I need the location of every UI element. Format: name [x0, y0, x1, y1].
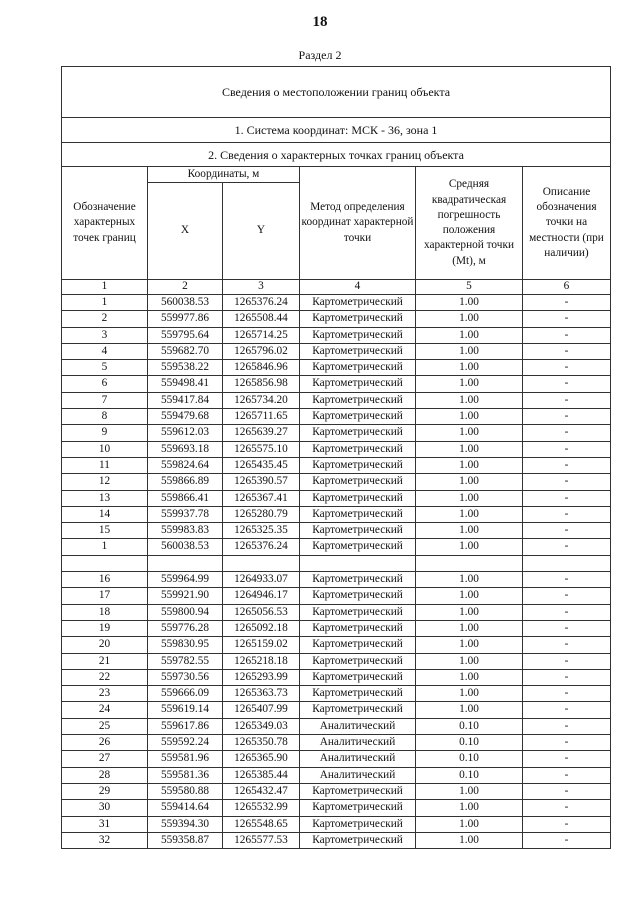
cell-x: 559498.41	[148, 376, 223, 392]
cell-x: 559983.83	[148, 523, 223, 539]
cell-y: 1265367.41	[223, 490, 300, 506]
cell-error: 1.00	[416, 295, 523, 311]
cell-description: -	[523, 588, 611, 604]
cell-error: 1.00	[416, 800, 523, 816]
cell-error: 1.00	[416, 523, 523, 539]
cell-description: -	[523, 637, 611, 653]
table-row	[62, 392, 611, 408]
cell-error: 1.00	[416, 311, 523, 327]
cell-method: Картометрический	[300, 572, 416, 588]
cell-method: Картометрический	[300, 816, 416, 832]
cell-method: Картометрический	[300, 523, 416, 539]
cell-method: Картометрический	[300, 360, 416, 376]
cell-description: -	[523, 409, 611, 425]
cell-description: -	[523, 523, 611, 539]
points-heading-row: 2. Сведения о характерных точках границ объекта	[62, 143, 611, 167]
column-number: 1	[62, 280, 148, 295]
cell-point-id: 25	[62, 718, 148, 734]
cell-x: 559666.09	[148, 686, 223, 702]
table-row	[62, 702, 611, 718]
cell-method: Картометрический	[300, 588, 416, 604]
cell-y: 1265435.45	[223, 457, 300, 473]
cell-x: 559830.95	[148, 637, 223, 653]
cell-y: 1264946.17	[223, 588, 300, 604]
cell-error: 1.00	[416, 474, 523, 490]
cell-error: 1.00	[416, 783, 523, 799]
cell-description: -	[523, 669, 611, 685]
cell-description: -	[523, 441, 611, 457]
cell-method: Картометрический	[300, 295, 416, 311]
table-row	[62, 653, 611, 669]
cell-description: -	[523, 686, 611, 702]
table-title: Сведения о местоположении границ объекта	[62, 67, 611, 118]
table-row	[62, 295, 611, 311]
table-row	[62, 767, 611, 783]
cell-error: 1.00	[416, 539, 523, 555]
cell-error: 1.00	[416, 588, 523, 604]
cell-x: 559824.64	[148, 457, 223, 473]
cell-error: 1.00	[416, 327, 523, 343]
table-row	[62, 686, 611, 702]
cell-y: 1265532.99	[223, 800, 300, 816]
cell-error: 1.00	[416, 653, 523, 669]
cell-x: 560038.53	[148, 295, 223, 311]
table-row	[62, 832, 611, 848]
cell-description: -	[523, 783, 611, 799]
cell-error: 1.00	[416, 832, 523, 848]
cell-method: Картометрический	[300, 539, 416, 555]
cell-description: -	[523, 702, 611, 718]
cell-y: 1265159.02	[223, 637, 300, 653]
cell-description: -	[523, 311, 611, 327]
cell-point-id: 29	[62, 783, 148, 799]
cell-y: 1265056.53	[223, 604, 300, 620]
table-row	[62, 637, 611, 653]
cell-point-id: 27	[62, 751, 148, 767]
cell-method: Картометрический	[300, 490, 416, 506]
cell-point-id: 23	[62, 686, 148, 702]
cell-method: Картометрический	[300, 669, 416, 685]
cell-error: 1.00	[416, 604, 523, 620]
header-coordinates: Координаты, м	[148, 167, 300, 183]
cell-x: 559977.86	[148, 311, 223, 327]
cell-y: 1265325.35	[223, 523, 300, 539]
cell-description: -	[523, 767, 611, 783]
cell-x: 559682.70	[148, 343, 223, 359]
table-row	[62, 523, 611, 539]
table-row	[62, 457, 611, 473]
table-row	[62, 490, 611, 506]
table-row	[62, 816, 611, 832]
cell-x: 559937.78	[148, 506, 223, 522]
cell-y: 1265390.57	[223, 474, 300, 490]
cell-method: Картометрический	[300, 800, 416, 816]
cell-x: 560038.53	[148, 539, 223, 555]
column-numbers-row	[62, 280, 611, 295]
cell-x: 559581.96	[148, 751, 223, 767]
cell-point-id: 30	[62, 800, 148, 816]
cell-point-id: 16	[62, 572, 148, 588]
blank-cell	[223, 555, 300, 571]
cell-description: -	[523, 392, 611, 408]
cell-method: Аналитический	[300, 751, 416, 767]
cell-description: -	[523, 506, 611, 522]
cell-error: 1.00	[416, 669, 523, 685]
cell-point-id: 31	[62, 816, 148, 832]
header-y: Y	[223, 183, 300, 280]
cell-method: Аналитический	[300, 718, 416, 734]
table-row	[62, 506, 611, 522]
blank-cell	[416, 555, 523, 571]
cell-method: Картометрический	[300, 327, 416, 343]
cell-error: 1.00	[416, 572, 523, 588]
cell-method: Картометрический	[300, 311, 416, 327]
cell-y: 1265639.27	[223, 425, 300, 441]
cell-point-id: 2	[62, 311, 148, 327]
cell-description: -	[523, 653, 611, 669]
column-number: 2	[148, 280, 223, 295]
blank-cell	[523, 555, 611, 571]
cell-point-id: 1	[62, 539, 148, 555]
cell-point-id: 28	[62, 767, 148, 783]
cell-x: 559580.88	[148, 783, 223, 799]
cell-point-id: 18	[62, 604, 148, 620]
cell-method: Картометрический	[300, 653, 416, 669]
cell-method: Картометрический	[300, 783, 416, 799]
header-error: Средняя квадратическая погрешность положения характерной точки (Mt), м	[416, 167, 523, 280]
column-number: 5	[416, 280, 523, 295]
cell-x: 559417.84	[148, 392, 223, 408]
cell-x: 559592.24	[148, 735, 223, 751]
cell-method: Картометрический	[300, 441, 416, 457]
cell-description: -	[523, 751, 611, 767]
cell-method: Картометрический	[300, 425, 416, 441]
cell-method: Картометрический	[300, 457, 416, 473]
cell-y: 1265577.53	[223, 832, 300, 848]
cell-y: 1265293.99	[223, 669, 300, 685]
cell-point-id: 7	[62, 392, 148, 408]
blank-cell	[62, 555, 148, 571]
table-row	[62, 669, 611, 685]
table-row	[62, 800, 611, 816]
cell-point-id: 32	[62, 832, 148, 848]
cell-x: 559538.22	[148, 360, 223, 376]
cell-y: 1265548.65	[223, 816, 300, 832]
table-row	[62, 376, 611, 392]
cell-point-id: 9	[62, 425, 148, 441]
cell-x: 559394.30	[148, 816, 223, 832]
cell-x: 559866.41	[148, 490, 223, 506]
cell-method: Аналитический	[300, 735, 416, 751]
cell-method: Картометрический	[300, 637, 416, 653]
cell-error: 1.00	[416, 702, 523, 718]
cell-error: 0.10	[416, 751, 523, 767]
cell-description: -	[523, 457, 611, 473]
cell-method: Картометрический	[300, 702, 416, 718]
table-row	[62, 441, 611, 457]
cell-description: -	[523, 718, 611, 734]
cell-description: -	[523, 327, 611, 343]
cell-y: 1265711.65	[223, 409, 300, 425]
cell-x: 559414.64	[148, 800, 223, 816]
cell-description: -	[523, 620, 611, 636]
cell-error: 1.00	[416, 376, 523, 392]
table-row	[62, 409, 611, 425]
table-row	[62, 783, 611, 799]
cell-method: Картометрический	[300, 604, 416, 620]
cell-x: 559795.64	[148, 327, 223, 343]
cell-point-id: 13	[62, 490, 148, 506]
cell-method: Картометрический	[300, 506, 416, 522]
table-row	[62, 360, 611, 376]
table-row	[62, 572, 611, 588]
cell-method: Картометрический	[300, 832, 416, 848]
table-row	[62, 474, 611, 490]
cell-y: 1265846.96	[223, 360, 300, 376]
column-number: 6	[523, 280, 611, 295]
header-description: Описание обозначения точки на местности (при наличии)	[523, 167, 611, 280]
cell-x: 559921.90	[148, 588, 223, 604]
table-row	[62, 588, 611, 604]
cell-point-id: 14	[62, 506, 148, 522]
header-method: Метод определения координат характерной точки	[300, 167, 416, 280]
cell-y: 1265407.99	[223, 702, 300, 718]
cell-point-id: 8	[62, 409, 148, 425]
cell-error: 1.00	[416, 637, 523, 653]
cell-y: 1265508.44	[223, 311, 300, 327]
cell-x: 559782.55	[148, 653, 223, 669]
cell-y: 1265092.18	[223, 620, 300, 636]
cell-error: 1.00	[416, 441, 523, 457]
section-title: Раздел 2	[298, 48, 342, 62]
cell-y: 1265363.73	[223, 686, 300, 702]
cell-y: 1264933.07	[223, 572, 300, 588]
cell-point-id: 12	[62, 474, 148, 490]
cell-description: -	[523, 295, 611, 311]
cell-error: 1.00	[416, 392, 523, 408]
cell-method: Аналитический	[300, 767, 416, 783]
cell-description: -	[523, 572, 611, 588]
cell-method: Картометрический	[300, 409, 416, 425]
cell-point-id: 21	[62, 653, 148, 669]
cell-y: 1265796.02	[223, 343, 300, 359]
cell-x: 559866.89	[148, 474, 223, 490]
cell-point-id: 10	[62, 441, 148, 457]
cell-point-id: 24	[62, 702, 148, 718]
cell-point-id: 22	[62, 669, 148, 685]
cell-y: 1265432.47	[223, 783, 300, 799]
cell-x: 559581.36	[148, 767, 223, 783]
cell-error: 0.10	[416, 718, 523, 734]
cell-method: Картометрический	[300, 392, 416, 408]
cell-x: 559358.87	[148, 832, 223, 848]
cell-y: 1265856.98	[223, 376, 300, 392]
cell-description: -	[523, 816, 611, 832]
blank-cell	[148, 555, 223, 571]
cell-x: 559800.94	[148, 604, 223, 620]
cell-error: 1.00	[416, 686, 523, 702]
cell-y: 1265376.24	[223, 295, 300, 311]
table-row	[62, 343, 611, 359]
cell-point-id: 17	[62, 588, 148, 604]
cell-method: Картометрический	[300, 686, 416, 702]
table-row	[62, 604, 611, 620]
cell-y: 1265350.78	[223, 735, 300, 751]
cell-x: 559964.99	[148, 572, 223, 588]
cell-error: 1.00	[416, 816, 523, 832]
cell-y: 1265349.03	[223, 718, 300, 734]
cell-description: -	[523, 832, 611, 848]
coordinate-system-row: 1. Система координат: МСК - 36, зона 1	[62, 118, 611, 143]
cell-description: -	[523, 343, 611, 359]
cell-error: 0.10	[416, 735, 523, 751]
cell-point-id: 1	[62, 295, 148, 311]
table-row	[62, 718, 611, 734]
cell-point-id: 26	[62, 735, 148, 751]
cell-x: 559776.28	[148, 620, 223, 636]
cell-method: Картометрический	[300, 474, 416, 490]
cell-y: 1265280.79	[223, 506, 300, 522]
cell-description: -	[523, 360, 611, 376]
blank-separator-row	[62, 555, 611, 571]
cell-description: -	[523, 539, 611, 555]
cell-error: 1.00	[416, 360, 523, 376]
cell-y: 1265714.25	[223, 327, 300, 343]
cell-error: 1.00	[416, 490, 523, 506]
cell-x: 559619.14	[148, 702, 223, 718]
cell-point-id: 19	[62, 620, 148, 636]
cell-y: 1265218.18	[223, 653, 300, 669]
cell-description: -	[523, 800, 611, 816]
cell-error: 1.00	[416, 409, 523, 425]
cell-x: 559730.56	[148, 669, 223, 685]
cell-method: Картометрический	[300, 620, 416, 636]
cell-y: 1265376.24	[223, 539, 300, 555]
page-number: 18	[312, 14, 328, 30]
cell-point-id: 6	[62, 376, 148, 392]
cell-error: 1.00	[416, 425, 523, 441]
cell-x: 559617.86	[148, 718, 223, 734]
table-row	[62, 327, 611, 343]
table-row	[62, 311, 611, 327]
cell-x: 559693.18	[148, 441, 223, 457]
cell-error: 1.00	[416, 343, 523, 359]
cell-point-id: 15	[62, 523, 148, 539]
cell-x: 559479.68	[148, 409, 223, 425]
table-row	[62, 425, 611, 441]
cell-method: Картометрический	[300, 376, 416, 392]
header-x: X	[148, 183, 223, 280]
cell-point-id: 4	[62, 343, 148, 359]
cell-description: -	[523, 474, 611, 490]
blank-cell	[300, 555, 416, 571]
table-row	[62, 539, 611, 555]
cell-y: 1265385.44	[223, 767, 300, 783]
cell-description: -	[523, 490, 611, 506]
cell-point-id: 20	[62, 637, 148, 653]
cell-description: -	[523, 376, 611, 392]
cell-y: 1265734.20	[223, 392, 300, 408]
cell-error: 1.00	[416, 457, 523, 473]
cell-x: 559612.03	[148, 425, 223, 441]
cell-description: -	[523, 425, 611, 441]
cell-error: 1.00	[416, 506, 523, 522]
table-row	[62, 735, 611, 751]
table-row	[62, 751, 611, 767]
cell-y: 1265365.90	[223, 751, 300, 767]
cell-point-id: 11	[62, 457, 148, 473]
cell-description: -	[523, 604, 611, 620]
table-row	[62, 620, 611, 636]
column-number: 4	[300, 280, 416, 295]
cell-point-id: 5	[62, 360, 148, 376]
cell-error: 1.00	[416, 620, 523, 636]
cell-point-id: 3	[62, 327, 148, 343]
cell-y: 1265575.10	[223, 441, 300, 457]
cell-error: 0.10	[416, 767, 523, 783]
column-number: 3	[223, 280, 300, 295]
cell-method: Картометрический	[300, 343, 416, 359]
boundary-points-table	[61, 66, 611, 849]
header-designation: Обозначение характерных точек границ	[62, 167, 148, 280]
cell-description: -	[523, 735, 611, 751]
